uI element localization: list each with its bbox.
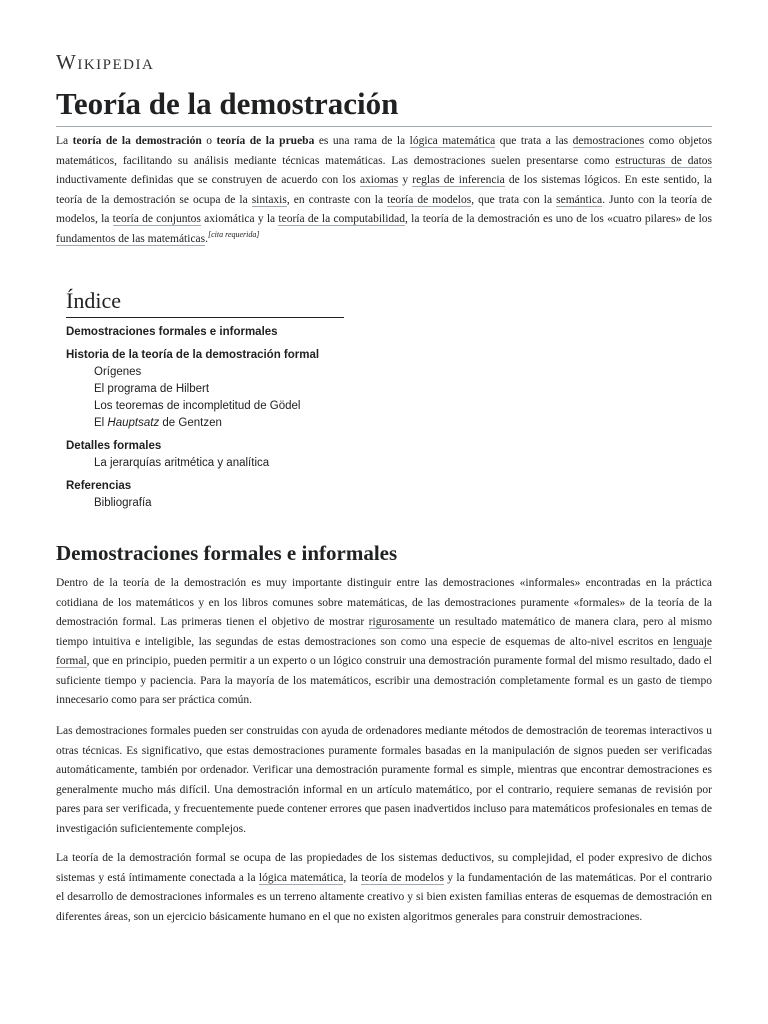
link-teoria-de-conjuntos[interactable]: teoría de conjuntos [112, 213, 201, 225]
text: . Junto con la teoría de modelos, la [56, 193, 712, 225]
toc-section [66, 347, 346, 432]
toc-list [66, 324, 346, 512]
link-teoria-de-modelos[interactable]: teoría de modelos [387, 193, 472, 206]
toc-item-bibliografia[interactable]: Bibliografía [94, 497, 152, 509]
toc-item-historia[interactable]: Historia de la teoría de la demostración formal [66, 349, 320, 361]
link-teoria-de-modelos[interactable]: teoría de modelos [361, 871, 444, 884]
section-body [56, 722, 712, 839]
link-sintaxis[interactable]: sintaxis [251, 193, 287, 206]
section-paragraph-1 [56, 574, 712, 711]
text: Dentro de la teoría de la demostración es muy importante distinguir entre las demostraciones «informales» encontradas en la práctica cotidiana de los matemáticos y en los libros comunes sobre matemáticas, de las demostraciones puramente «formales» de la teoría de la demostración formal. Las primeras tienen el objetivo de mostrar [56, 577, 712, 628]
toc-item-hauptsatz-gentzen[interactable] [94, 415, 346, 432]
intro-paragraph [56, 132, 712, 249]
link-teoria-de-la-computabilidad[interactable]: teoría de la computabilidad [278, 213, 406, 225]
text: , la teoría de la demostración es uno de los «cuatro pilares» de los [405, 213, 712, 225]
link-axiomas[interactable]: axiomas [359, 174, 399, 186]
toc-title: Índice [66, 286, 344, 318]
link-semantica[interactable]: semántica [556, 193, 603, 206]
intro-section [56, 132, 712, 249]
link-logica-matematica[interactable]: lógica matemática [409, 135, 496, 147]
toc-item-programa-hilbert[interactable]: El programa de Hilbert [94, 383, 210, 395]
section-body [56, 574, 712, 711]
text: . [205, 232, 209, 245]
toc-item-detalles-formales[interactable]: Detalles formales [66, 440, 162, 452]
link-demostraciones[interactable]: demostraciones [572, 135, 645, 147]
toc-item-referencias[interactable]: Referencias [66, 480, 132, 492]
link-fundamentos-de-las-matematicas[interactable]: fundamentos de las matemáticas [56, 232, 206, 245]
wikipedia-wordmark[interactable]: Wikipedia [56, 50, 155, 74]
toc-item-demostraciones-formales[interactable]: Demostraciones formales e informales [66, 326, 278, 338]
text: un resultado matemático de manera clara, pero al mismo tiempo intuitiva e inteligible, las segundas de estas demostraciones son como una especie de esquemas de alto-nivel escritos en [56, 616, 712, 648]
toc-section [66, 438, 346, 472]
citation-needed[interactable]: [cita requerida] [208, 229, 260, 239]
text: inductivamente definidas que se construyen de acuerdo con los [56, 174, 360, 186]
link-lenguaje-formal[interactable]: lenguaje formal [56, 635, 712, 667]
toc-item-jerarquias[interactable]: La jerarquías aritmética y analítica [94, 457, 270, 469]
text: que trata a las [495, 135, 573, 147]
section-heading: Demostraciones formales e informales [56, 541, 398, 565]
toc-sublist [66, 455, 346, 472]
link-reglas-de-inferencia[interactable]: reglas de inferencia [412, 174, 505, 186]
toc-sublist [66, 364, 346, 432]
text: , la [343, 871, 362, 884]
link-logica-matematica[interactable]: lógica matemática [258, 871, 344, 884]
italic-term: Hauptsatz [107, 417, 160, 429]
bold-term: teoría de la demostración [72, 135, 202, 147]
text: y la fundamentación de las matemáticas. Por el contrario el desarrollo de demostraciones informales es un terreno altamente creativo y si bien existen familias enteras de esquemas de demostración en diferentes áreas, son un ejercicio básicamente humano en el que no existen algoritmos generales para construir demostraciones. [56, 871, 712, 923]
text: de Gentzen [159, 417, 222, 429]
text: El [94, 417, 108, 429]
text: , que trata con la [471, 193, 557, 206]
page-title: Teoría de la demostración [56, 84, 712, 127]
text: como objetos matemáticos, facilitando su análisis mediante técnicas matemáticas. Las demostraciones suelen presentarse como [56, 135, 712, 167]
toc-sublist [66, 495, 346, 512]
section-body [56, 849, 712, 927]
text: es una rama de la [314, 135, 410, 147]
text: La teoría de la demostración formal se ocupa de las propiedades de los sistemas deductivos, su complejidad, el poder expresivo de dichos sistemas y está íntimamente conectada a la [56, 852, 712, 884]
bold-term: teoría de la prueba [216, 135, 315, 147]
text: , en contraste con la [286, 193, 388, 206]
text: axiomática y la [200, 213, 279, 225]
table-of-contents [66, 286, 346, 518]
text: La [56, 135, 73, 147]
toc-item-origenes[interactable]: Orígenes [94, 366, 142, 378]
section-paragraph-2: Las demostraciones formales pueden ser construidas con ayuda de ordenadores mediante métodos de demostración de teoremas interactivos u otras técnicas. Es significativo, que estas demostraciones puramente formales basadas en la manipulación de signos pueden ser verificadas automáticamente, también por ordenador. Verificar una demostración puramente formal es simple, mientras que encontrar demostraciones es generalmente mucho más difícil. Una demostración informal en un artículo matemático, por el contrario, requiere semanas de revisión por pares para ser verificada, y frecuentemente puede contener errores que pasen inadvertidos incluso para matemáticos profesionales en temas de investigación suficientemente complejos. [56, 725, 712, 835]
text: o [201, 135, 217, 147]
text: , que en principio, pueden permitir a un experto o un lógico construir una demostración puramente formal del mismo resultado, dado el suficiente tiempo y paciencia. Para la mayoría de los matemáticos, escribir una demostración completamente formal es un gasto de tiempo innecesario como para ser práctica común. [56, 655, 712, 706]
link-rigurosamente[interactable]: rigurosamente [368, 616, 435, 628]
text: de los sistemas lógicos. En este sentido, la teoría de la demostración se ocupa de la [56, 174, 712, 206]
text: y [398, 174, 413, 186]
section-paragraph-3 [56, 849, 712, 927]
link-estructuras-de-datos[interactable]: estructuras de datos [615, 154, 712, 167]
toc-section [66, 478, 346, 512]
toc-item-teoremas-godel[interactable]: Los teoremas de incompletitud de Gödel [94, 400, 301, 412]
toc-section [66, 324, 346, 341]
